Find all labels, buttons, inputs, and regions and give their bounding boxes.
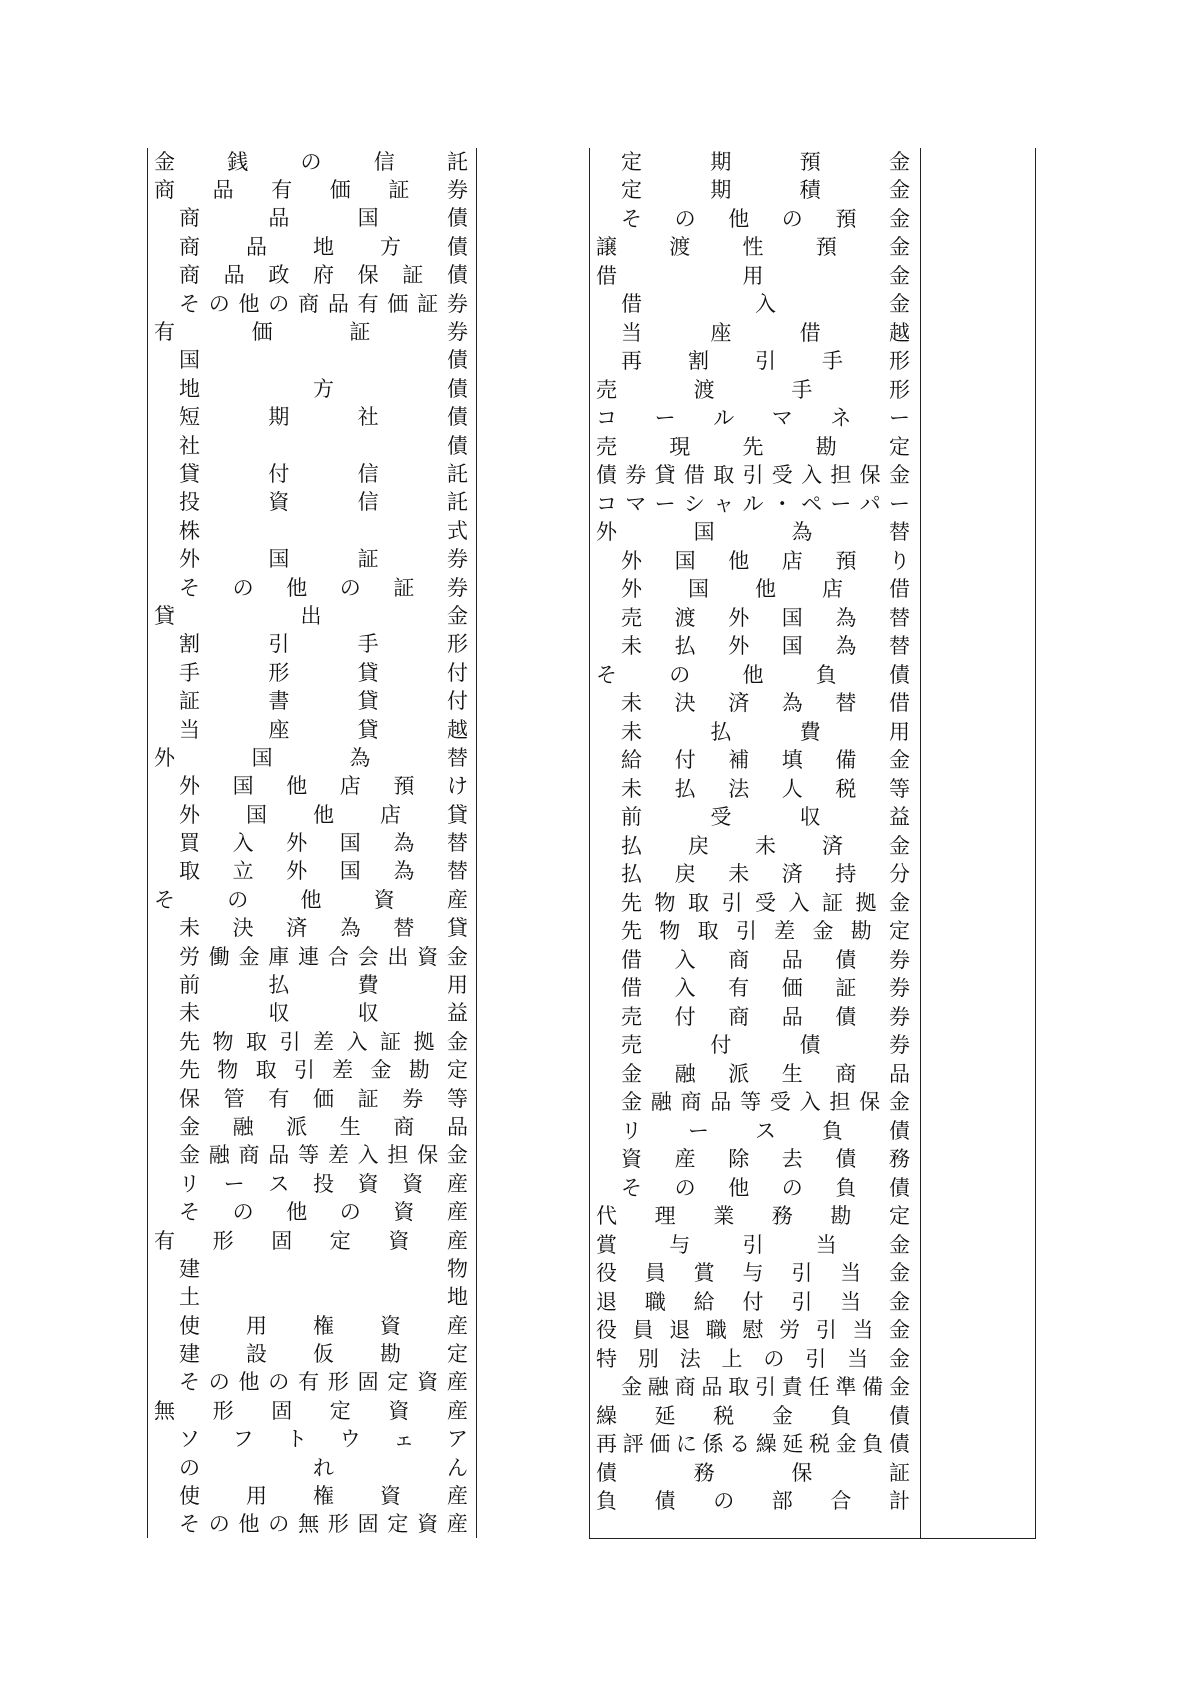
account-item: 外 国 他 店 預 り: [621, 548, 910, 573]
account-item: 売 付 債 券: [621, 1033, 910, 1058]
account-item: そ の 他 資 産: [154, 887, 468, 912]
account-item: 有 形 固 定 資 産: [154, 1228, 468, 1253]
account-item: 未 払 外 国 為 替: [621, 634, 910, 659]
account-item: 証 書 貸 付: [179, 689, 468, 714]
account-item: 使 用 権 資 産: [179, 1484, 468, 1509]
account-item: 代 理 業 務 勘 定: [596, 1204, 910, 1229]
account-item: 金 融 派 生 商 品: [621, 1061, 910, 1086]
account-item: そ の 他 の 預 金: [621, 206, 910, 231]
account-item: 地 方 債: [179, 376, 468, 401]
account-item: 外 国 他 店 借: [621, 577, 910, 602]
account-item: 保 管 有 価 証 券 等: [179, 1086, 468, 1111]
account-item: 取 立 外 国 為 替: [179, 859, 468, 884]
account-item: 先 物 取 引 差 金 勘 定: [179, 1058, 468, 1083]
account-item: 借 入 金: [621, 292, 910, 317]
account-item: 有 価 証 券: [154, 320, 468, 345]
account-item: 借 入 有 価 証 券: [621, 976, 910, 1001]
asset-items-list: [148, 148, 476, 1539]
amount-column-divider: [920, 148, 921, 1538]
account-item: 貸 付 信 託: [179, 461, 468, 486]
account-item: 建 設 仮 勘 定: [179, 1342, 468, 1367]
account-item: そ の 他 の 無 形 固 定 資 産: [179, 1512, 468, 1537]
account-item: 繰 延 税 金 負 債: [596, 1403, 910, 1428]
account-item: 商 品 有 価 証 券: [154, 178, 468, 203]
account-item: そ の 他 の 有 形 固 定 資 産: [179, 1370, 468, 1395]
account-item: 売 渡 手 形: [596, 377, 910, 402]
account-item: 特 別 法 上 の 引 当 金: [596, 1346, 910, 1371]
account-item: 株 式: [179, 518, 468, 543]
account-item: 売 付 商 品 債 券: [621, 1004, 910, 1029]
account-item: 負 債 の 部 合 計: [596, 1489, 910, 1514]
account-item: 短 期 社 債: [179, 405, 468, 430]
account-item: 払 戻 未 済 持 分: [621, 862, 910, 887]
account-item: 給 付 補 填 備 金: [621, 748, 910, 773]
account-item: リ ー ス 負 債: [621, 1118, 910, 1143]
account-item: 先 物 取 引 受 入 証 拠 金: [621, 890, 910, 915]
account-item: そ の 他 の 資 産: [179, 1200, 468, 1225]
account-item: 当 座 借 越: [621, 320, 910, 345]
account-item: そ の 他 の 証 券: [179, 575, 468, 600]
account-item: 使 用 権 資 産: [179, 1313, 468, 1338]
liability-items-column: [589, 148, 1036, 1539]
account-item: 未 収 収 益: [179, 1001, 468, 1026]
account-item: 外 国 証 券: [179, 547, 468, 572]
account-item: コ マ ー シ ャ ル ・ ペ ー パ ー: [596, 491, 910, 516]
account-item: 定 期 積 金: [621, 178, 910, 203]
account-item: 資 産 除 去 債 務: [621, 1147, 910, 1172]
account-item: 商 品 地 方 債: [179, 234, 468, 259]
account-item: 貸 出 金: [154, 603, 468, 628]
account-item: そ の 他 の 負 債: [621, 1175, 910, 1200]
account-item: 前 払 費 用: [179, 973, 468, 998]
account-item: 労 働 金 庫 連 合 会 出 資 金: [179, 944, 468, 969]
account-item: 投 資 信 託: [179, 490, 468, 515]
account-item: 再 評 価 に 係 る 繰 延 税 金 負 債: [596, 1432, 910, 1457]
account-item: 金 融 商 品 等 受 入 担 保 金: [621, 1090, 910, 1115]
account-item: 債 券 貸 借 取 引 受 入 担 保 金: [596, 463, 910, 488]
account-item: 金 融 派 生 商 品: [179, 1114, 468, 1139]
asset-items-column: [147, 148, 477, 1538]
account-item: 前 受 収 益: [621, 805, 910, 830]
account-item: 割 引 手 形: [179, 632, 468, 657]
account-item: 手 形 貸 付: [179, 660, 468, 685]
account-item: そ の 他 の 商 品 有 価 証 券: [179, 291, 468, 316]
account-item: 先 物 取 引 差 金 勘 定: [621, 919, 910, 944]
account-item: 商 品 政 府 保 証 債: [179, 263, 468, 288]
account-item: 社 債: [179, 433, 468, 458]
account-item: 賞 与 引 当 金: [596, 1232, 910, 1257]
account-item: 買 入 外 国 為 替: [179, 831, 468, 856]
account-item: 借 用 金: [596, 263, 910, 288]
account-item: 未 払 法 人 税 等: [621, 776, 910, 801]
account-item: 当 座 貸 越: [179, 717, 468, 742]
account-item: 売 現 先 勘 定: [596, 434, 910, 459]
account-item: 払 戻 未 済 金: [621, 833, 910, 858]
account-item: 商 品 国 債: [179, 206, 468, 231]
account-item: 金 銭 の 信 託: [154, 149, 468, 174]
account-item: 未 決 済 為 替 借: [621, 691, 910, 716]
account-item: 無 形 固 定 資 産: [154, 1398, 468, 1423]
account-item: 土 地: [179, 1285, 468, 1310]
account-item: 再 割 引 手 形: [621, 349, 910, 374]
account-item: 金 融 商 品 取 引 責 任 準 備 金: [621, 1375, 910, 1400]
account-item: 未 払 費 用: [621, 719, 910, 744]
account-item: 先 物 取 引 差 入 証 拠 金: [179, 1029, 468, 1054]
account-item: 未 決 済 為 替 貸: [179, 916, 468, 941]
account-item: 建 物: [179, 1256, 468, 1281]
account-item: 定 期 預 金: [621, 149, 910, 174]
account-item: 外 国 為 替: [154, 745, 468, 770]
account-item: 金 融 商 品 等 差 入 担 保 金: [179, 1143, 468, 1168]
account-item: そ の 他 負 債: [596, 662, 910, 687]
account-item: 退 職 給 付 引 当 金: [596, 1289, 910, 1314]
account-item: ソ フ ト ウ ェ ア: [179, 1427, 468, 1452]
liability-items-list: [590, 148, 920, 1516]
account-item: 譲 渡 性 預 金: [596, 235, 910, 260]
account-item: リ ー ス 投 資 資 産: [179, 1171, 468, 1196]
account-item: の れ ん: [179, 1455, 468, 1480]
account-item: 外 国 為 替: [596, 520, 910, 545]
account-item: コ ー ル マ ネ ー: [596, 406, 910, 431]
account-item: 国 債: [179, 348, 468, 373]
account-item: 売 渡 外 国 為 替: [621, 605, 910, 630]
account-item: 役 員 賞 与 引 当 金: [596, 1261, 910, 1286]
account-item: 外 国 他 店 預 け: [179, 774, 468, 799]
account-item: 債 務 保 証: [596, 1460, 910, 1485]
account-item: 役 員 退 職 慰 労 引 当 金: [596, 1318, 910, 1343]
account-item: 外 国 他 店 貸: [179, 802, 468, 827]
account-item: 借 入 商 品 債 券: [621, 947, 910, 972]
